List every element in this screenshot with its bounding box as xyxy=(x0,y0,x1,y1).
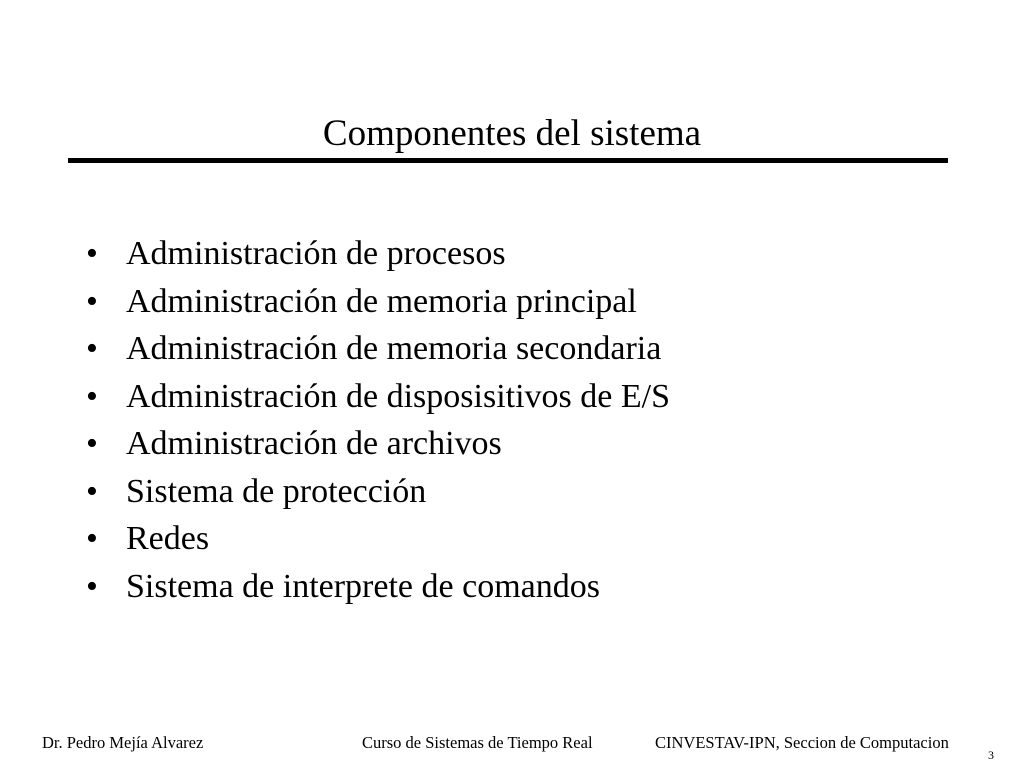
bullet-icon: • xyxy=(86,235,98,272)
list-item xyxy=(86,420,670,468)
bullet-icon: • xyxy=(86,567,98,605)
page-number: 3 xyxy=(988,748,994,762)
list-item-text: Sistema de protección xyxy=(126,472,427,510)
footer-author: Dr. Pedro Mejía Alvarez xyxy=(42,733,204,752)
list-item xyxy=(86,373,670,421)
footer-institution: CINVESTAV-IPN, Seccion de Computacion xyxy=(655,733,949,752)
list-item xyxy=(86,325,670,373)
list-item xyxy=(86,468,670,516)
bullet-icon: • xyxy=(86,520,98,557)
list-item-text: Administración de memoria principal xyxy=(126,282,637,320)
list-item-text: Administración de procesos xyxy=(126,235,506,272)
list-item-text: Administración de memoria secondaria xyxy=(126,330,662,367)
bullet-icon: • xyxy=(86,425,98,462)
list-item xyxy=(86,563,670,611)
list-item-text: Administración de archivos xyxy=(126,425,502,462)
bullet-list xyxy=(86,230,670,610)
bullet-icon: • xyxy=(86,282,98,320)
footer-course: Curso de Sistemas de Tiempo Real xyxy=(362,733,593,752)
list-item-text: Sistema de interprete de comandos xyxy=(126,567,600,605)
bullet-icon: • xyxy=(86,472,98,510)
bullet-icon: • xyxy=(86,377,98,415)
list-item-text: Redes xyxy=(126,520,210,557)
title-underline xyxy=(68,158,948,163)
slide-title: Componentes del sistema xyxy=(322,113,702,154)
list-item xyxy=(86,278,670,326)
list-item xyxy=(86,230,670,278)
list-item-text: Administración de disposisitivos de E/S xyxy=(126,377,670,415)
list-item xyxy=(86,515,670,563)
bullet-icon: • xyxy=(86,330,98,367)
